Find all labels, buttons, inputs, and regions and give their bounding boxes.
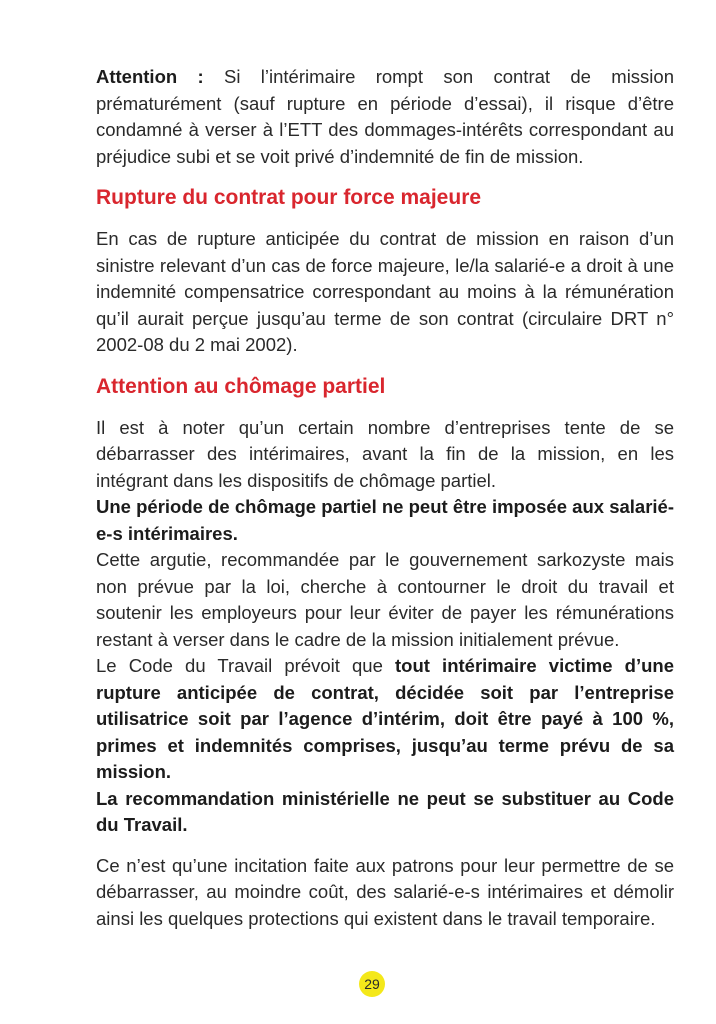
attention-paragraph xyxy=(96,64,674,170)
page-content xyxy=(96,64,674,932)
argutie-paragraph: Cette argutie, recommandée par le gouvernement sarkozyste mais non prévue par la loi, cherche à contourner le droit du travail et soutenir les employeurs pour leur éviter de payer les rémunérations restant à verser dans le cadre de la mission initialement prévue. xyxy=(96,549,674,650)
heading-chomage-partiel: Attention au chômage partiel xyxy=(96,374,386,398)
code-travail-paragraph xyxy=(96,653,674,786)
attention-label: Attention : xyxy=(96,66,204,87)
heading-force-majeure: Rupture du contrat pour force majeure xyxy=(96,186,482,209)
code-travail-intro: Le Code du Travail prévoit que xyxy=(96,655,396,676)
code-travail-bold: tout intérimaire victime d’une rupture anticipée de contrat, décidée soit par l’entreprise utilisatrice soit par l’agence d’intérim, doit être payé à 100 %, primes et indemnités comprises, jusqu’au terme prévu de sa mission. xyxy=(96,655,674,782)
force-majeure-paragraph: En cas de rupture anticipée du contrat de mission en raison d’un sinistre relevant d’un cas de force majeure, le/la salarié-e a droit à une indemnité compensatrice correspondant au moins à la rémunération qu’il aurait perçue jusqu’au terme de son contrat (circulaire DRT n° 2002-08 du 2 mai 2002). xyxy=(96,228,674,355)
page-number-badge: 29 xyxy=(359,971,385,997)
recommandation-statement: La recommandation ministérielle ne peut se substituer au Code du Travail. xyxy=(96,787,674,835)
attention-text: Si l’intérimaire rompt son contrat de mission prématurément (sauf rupture en période d’essai), il risque d’être condamné à verser à l’ETT des dommages-intérêts correspondant au préjudice subi et se voit privé d’indemnité de fin de mission. xyxy=(96,66,674,167)
chomage-bold-statement: Une période de chômage partiel ne peut être imposée aux salarié-e-s intérimaires. xyxy=(96,496,674,544)
chomage-intro-paragraph: Il est à noter qu’un certain nombre d’entreprises tente de se débarrasser des intérimaires, avant la fin de la mission, en les intégrant dans les dispositifs de chômage partiel. xyxy=(96,416,674,491)
incitation-paragraph: Ce n’est qu’une incitation faite aux patrons pour leur permettre de se débarrasser, au moindre coût, des salarié-e-s intérimaires et démolir ainsi les quelques protections qui existent dans le travail temporaire. xyxy=(96,854,674,929)
